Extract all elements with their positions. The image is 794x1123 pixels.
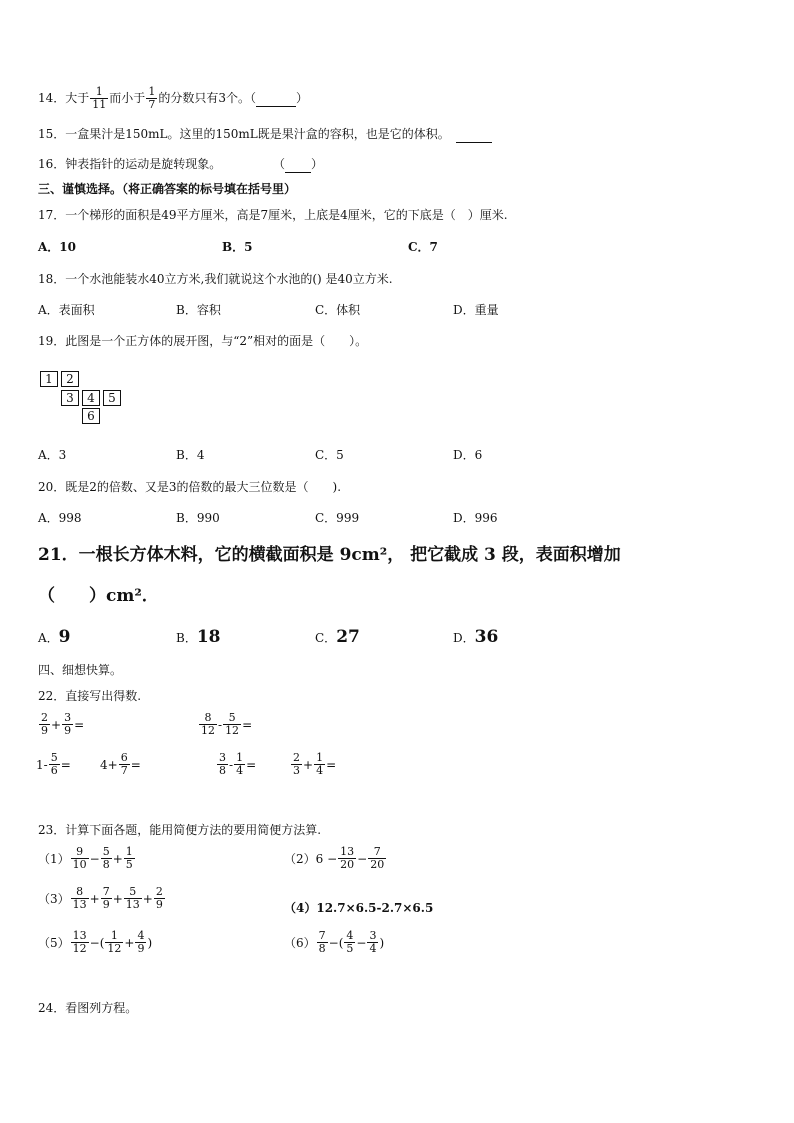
- expression-22-5: [216, 752, 256, 777]
- denominator: 20: [340, 858, 355, 871]
- numerator: 2: [293, 751, 300, 764]
- option-letter: C．: [315, 631, 337, 645]
- numerator: 1: [236, 751, 244, 764]
- problem-label: （6）: [284, 936, 316, 950]
- operator: +: [112, 851, 123, 866]
- operator: −(: [328, 935, 344, 950]
- option-a[interactable]: A．3: [38, 448, 67, 462]
- expression-22-6: [290, 752, 336, 777]
- q14-text-c: 的分数只有3个。（: [158, 91, 256, 105]
- option-b[interactable]: B．990: [176, 511, 220, 525]
- section-heading-4: 四、细想快算。: [38, 663, 123, 677]
- denominator: 5: [346, 942, 354, 955]
- question-17: 17．一个梯形的面积是49平方厘米，高是7厘米，上底是4厘米，它的下底是（ ）厘米.: [38, 208, 508, 222]
- option-b[interactable]: [176, 627, 221, 648]
- option-a[interactable]: A．10: [38, 240, 77, 254]
- numerator: 7: [102, 885, 110, 898]
- net-face-6: 6: [82, 408, 100, 424]
- numerator: 8: [199, 712, 217, 725]
- numerator: 9: [71, 846, 89, 859]
- expression-22-2: [198, 712, 252, 737]
- denominator: 13: [125, 898, 140, 911]
- numerator: 3: [219, 751, 226, 764]
- paren-right: ）: [310, 157, 323, 171]
- denominator: 20: [370, 858, 385, 871]
- expression-22-3: [36, 752, 71, 777]
- denominator: 7: [148, 98, 156, 111]
- prefix: 6 −: [315, 851, 338, 866]
- denominator: 9: [41, 724, 48, 737]
- operator: +: [51, 717, 62, 732]
- option-d[interactable]: D．6: [453, 448, 483, 462]
- q15-text: 15．一盒果汁是150mL。这里的150mL既是果汁盒的容积，也是它的体积。: [38, 127, 450, 141]
- numerator: 3: [64, 711, 72, 724]
- operator: −: [357, 851, 368, 866]
- section-heading-3: 三、谨慎选择。（将正确答案的标号填在括号里）: [38, 182, 297, 196]
- denominator: 9: [137, 942, 145, 955]
- question-22: 22．直接写出得数.: [38, 689, 142, 703]
- question-20: 20．既是2的倍数、又是3的倍数的最大三位数是（ ).: [38, 480, 342, 494]
- expression-22-1: [38, 712, 84, 737]
- denominator: 4: [316, 764, 324, 777]
- answer-blank[interactable]: [256, 90, 296, 107]
- option-b[interactable]: B．4: [176, 448, 205, 462]
- denominator: 9: [155, 898, 163, 911]
- denominator: 12: [107, 942, 122, 955]
- denominator: 8: [219, 764, 226, 777]
- option-c[interactable]: C．999: [315, 511, 360, 525]
- question-21-line2: （ ）cm²．: [38, 586, 159, 606]
- operator: −: [356, 935, 367, 950]
- option-value: 18: [196, 627, 221, 647]
- operator: +: [89, 891, 100, 906]
- question-18: 18．一个水池能装水40立方米,我们就说这个水池的() 是40立方米.: [38, 272, 393, 286]
- denominator: 12: [225, 724, 240, 737]
- option-c[interactable]: C．7: [408, 240, 438, 254]
- problem-label: （1）: [38, 852, 70, 866]
- question-14: [38, 86, 308, 111]
- net-face-2: 2: [61, 371, 79, 387]
- problem-label: （3）: [38, 892, 70, 906]
- operator: ): [379, 935, 385, 950]
- numerator: 5: [102, 845, 110, 858]
- problem-23-4: （4）12.7×6.5-2.7×6.5: [284, 901, 434, 915]
- numerator: 5: [50, 751, 58, 764]
- denominator: 8: [102, 858, 110, 871]
- answer-blank[interactable]: [456, 126, 492, 143]
- operator: +: [124, 935, 135, 950]
- q16-text: 16．钟表指针的运动是旋转现象。: [38, 157, 222, 171]
- denominator: 4: [236, 764, 244, 777]
- operator: ): [147, 935, 153, 950]
- problem-23-3: [38, 886, 166, 911]
- question-23: 23．计算下面各题，能用简便方法的要用简便方法算.: [38, 823, 322, 837]
- question-24: 24．看图列方程。: [38, 1001, 138, 1015]
- equals: =: [74, 717, 85, 732]
- numerator: 1: [148, 85, 156, 98]
- fraction-1-7: [146, 86, 157, 111]
- numerator: 5: [223, 712, 241, 725]
- expression-22-4: [100, 752, 141, 777]
- numerator: 1: [316, 751, 324, 764]
- equals: =: [130, 757, 141, 772]
- problem-label: （5）: [38, 936, 70, 950]
- option-letter: A．: [38, 631, 59, 645]
- option-letter: D．: [453, 631, 475, 645]
- net-face-4: 4: [82, 390, 100, 406]
- net-face-3: 3: [61, 390, 79, 406]
- numerator: 3: [369, 929, 377, 942]
- numerator: 13: [72, 929, 87, 942]
- option-c[interactable]: [315, 627, 360, 648]
- operator: −: [89, 851, 100, 866]
- equals: =: [326, 757, 337, 772]
- numerator: 6: [120, 751, 128, 764]
- denominator: 5: [125, 858, 133, 871]
- numerator: 7: [318, 929, 326, 942]
- question-number: 14．: [38, 91, 66, 105]
- q14-text-b: 而小于: [109, 91, 146, 105]
- operator: +: [303, 757, 314, 772]
- q14-text-d: ）: [295, 91, 308, 105]
- operator: −(: [89, 935, 105, 950]
- option-value: 27: [336, 627, 360, 647]
- denominator: 12: [72, 942, 87, 955]
- numerator: 5: [124, 886, 142, 899]
- denominator: 9: [64, 724, 72, 737]
- numerator: 2: [155, 885, 163, 898]
- numerator: 1: [105, 930, 123, 943]
- numerator: 8: [71, 886, 89, 899]
- option-d[interactable]: D．996: [453, 511, 498, 525]
- operator: -: [229, 757, 234, 772]
- option-c[interactable]: C．5: [315, 448, 344, 462]
- answer-blank[interactable]: [285, 156, 311, 173]
- option-value: 9: [58, 627, 71, 647]
- denominator: 7: [120, 764, 128, 777]
- equals: =: [246, 757, 257, 772]
- problem-label: （2）: [284, 852, 316, 866]
- paren-left: （: [272, 157, 285, 171]
- denominator: 11: [92, 98, 107, 111]
- option-d[interactable]: [453, 627, 498, 648]
- option-b[interactable]: B．容积: [176, 303, 221, 317]
- question-21-line1: 21．一根长方体木料，它的横截面积是 9cm²， 把它截成 3 段，表面积增加: [38, 545, 621, 565]
- fraction-1-11: [90, 86, 108, 111]
- option-c[interactable]: C．体积: [315, 303, 361, 317]
- denominator: 13: [72, 898, 87, 911]
- option-a[interactable]: [38, 627, 71, 648]
- question-15: [38, 126, 492, 143]
- problem-23-5: [38, 930, 152, 955]
- numerator: 4: [346, 929, 354, 942]
- operator: -: [218, 717, 223, 732]
- question-19: 19．此图是一个正方体的展开图，与“2”相对的面是（ ）。: [38, 334, 368, 348]
- equals: =: [60, 757, 71, 772]
- q14-text-a: 大于: [65, 91, 90, 105]
- problem-23-2: [284, 846, 387, 871]
- net-face-1: 1: [40, 371, 58, 387]
- option-d[interactable]: D．重量: [453, 303, 499, 317]
- operator: +: [112, 891, 123, 906]
- denominator: 4: [369, 942, 377, 955]
- denominator: 9: [102, 898, 110, 911]
- problem-23-6: [284, 930, 384, 955]
- numerator: 2: [41, 711, 48, 724]
- option-a[interactable]: A．998: [38, 511, 82, 525]
- numerator: 1: [125, 845, 133, 858]
- option-a[interactable]: A．表面积: [38, 303, 95, 317]
- equals: =: [242, 717, 253, 732]
- denominator: 10: [72, 858, 87, 871]
- net-face-5: 5: [103, 390, 121, 406]
- denominator: 12: [201, 724, 215, 737]
- denominator: 3: [293, 764, 300, 777]
- option-value: 36: [474, 627, 499, 647]
- operator: +: [142, 891, 153, 906]
- question-16: [38, 156, 323, 173]
- numerator: 4: [137, 929, 145, 942]
- option-b[interactable]: B．5: [222, 240, 253, 254]
- problem-23-1: [38, 846, 136, 871]
- numerator: 1: [90, 86, 108, 99]
- numerator: 13: [340, 845, 355, 858]
- prefix: 1-: [36, 757, 48, 772]
- option-letter: B．: [176, 631, 197, 645]
- denominator: 8: [318, 942, 326, 955]
- prefix: 4+: [100, 757, 118, 772]
- denominator: 6: [50, 764, 58, 777]
- numerator: 7: [368, 846, 386, 859]
